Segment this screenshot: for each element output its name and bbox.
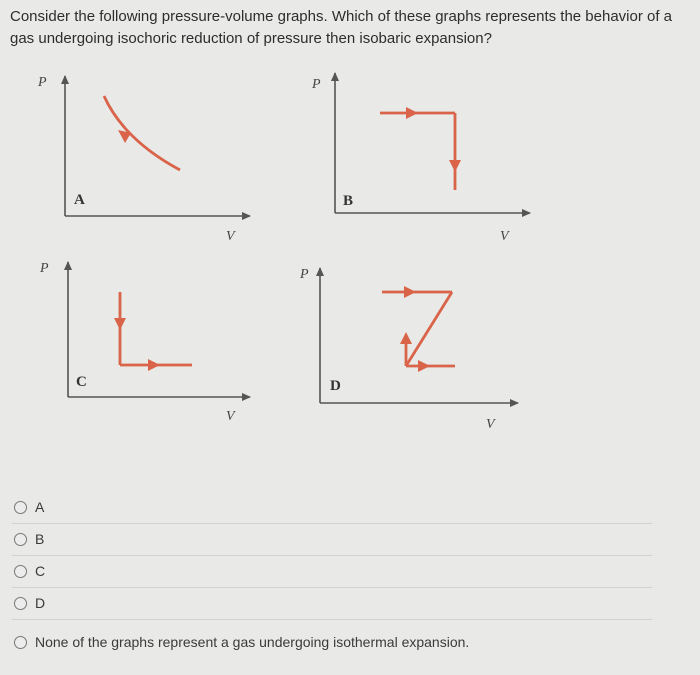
- option-c[interactable]: [14, 556, 45, 586]
- graph-a-letter: A: [74, 192, 85, 208]
- graph-d-top-isobar-arrow: [404, 286, 416, 298]
- graph-c-letter: C: [76, 374, 87, 390]
- option-divider: [12, 587, 652, 588]
- graph-d-bottom-isobar-arrow: [418, 360, 430, 372]
- graph-a-curve: [104, 96, 180, 170]
- graph-c-v-label: V: [226, 409, 235, 424]
- option-d-label: D: [35, 595, 46, 611]
- graph-b-v-label: V: [500, 229, 509, 244]
- radio-b[interactable]: [14, 533, 27, 546]
- option-a-label: A: [35, 499, 45, 515]
- option-b-label: B: [35, 531, 45, 547]
- graph-b: [311, 73, 530, 244]
- option-none[interactable]: [14, 627, 469, 657]
- radio-d[interactable]: [14, 597, 27, 610]
- option-divider: [12, 619, 652, 620]
- graph-c-isobar-arrow: [148, 359, 160, 371]
- graph-d-letter: D: [330, 378, 341, 394]
- graph-d-v-label: V: [486, 417, 495, 432]
- graph-d: [299, 267, 518, 432]
- option-b[interactable]: [14, 524, 44, 554]
- option-c-label: C: [35, 563, 46, 579]
- graph-d-p-label: P: [300, 267, 309, 282]
- graph-d-diagonal: [406, 292, 452, 366]
- option-divider: [12, 523, 652, 524]
- question-text: Consider the following pressure-volume graphs. Which of these graphs represents the behavior of a gas undergoing isochoric reduction of pressure then isobaric expansion?: [10, 8, 673, 47]
- graph-b-p-label: P: [312, 77, 321, 92]
- option-d[interactable]: [14, 588, 45, 618]
- graph-c-p-label: P: [40, 261, 49, 276]
- graph-b-isobar-arrow: [406, 107, 418, 119]
- graph-d-isochore-arrow: [400, 332, 412, 344]
- option-divider: [12, 555, 652, 556]
- graph-a-v-label: V: [226, 229, 235, 244]
- graph-c-isochore-arrow: [114, 318, 126, 330]
- graph-c: [39, 261, 250, 424]
- radio-c[interactable]: [14, 565, 27, 578]
- graph-b-letter: B: [343, 193, 354, 209]
- graph-a: [37, 75, 250, 244]
- option-a[interactable]: [14, 492, 44, 522]
- option-none-label: None of the graphs represent a gas undergoing isothermal expansion.: [35, 634, 470, 650]
- graph-a-p-label: P: [38, 75, 47, 90]
- radio-a[interactable]: [14, 501, 27, 514]
- graph-b-isochore-arrow: [449, 160, 461, 172]
- radio-none[interactable]: [14, 636, 27, 649]
